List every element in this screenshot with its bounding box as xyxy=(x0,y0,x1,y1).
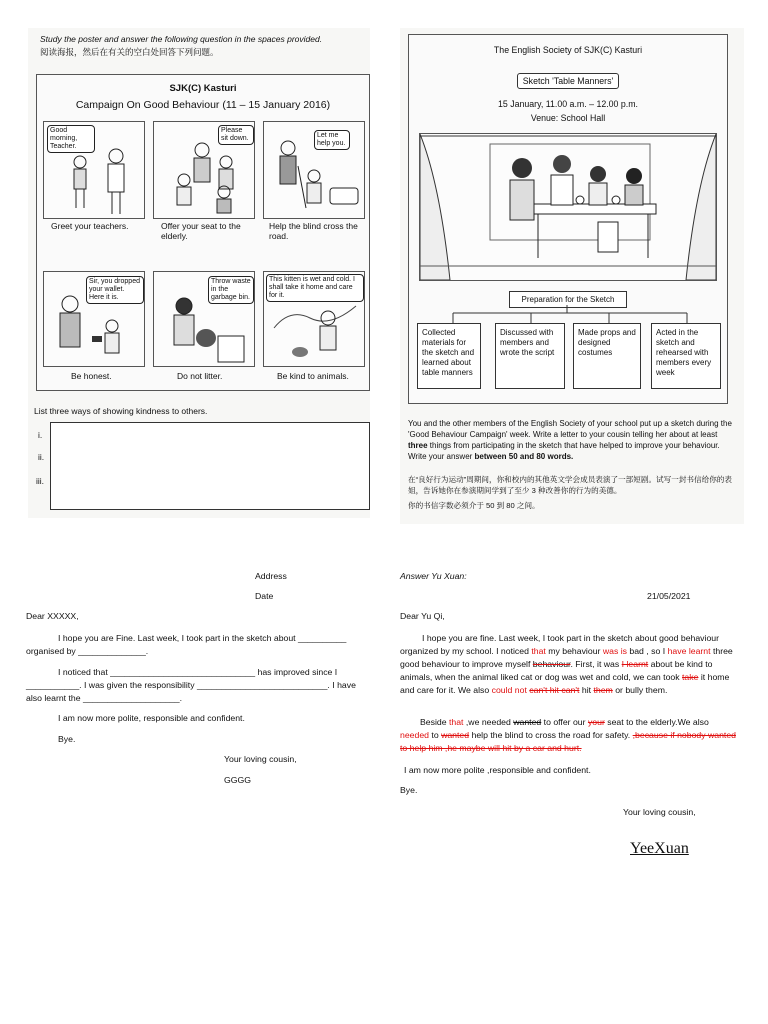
right-poster xyxy=(400,28,744,524)
instruction-zh: 阅读海报，然后在有关的空白处回答下列问题。 xyxy=(40,47,219,57)
stage-illustration xyxy=(419,133,717,281)
prep-step-4: Acted in the sketch and rehearsed with members every week xyxy=(651,323,721,389)
panel-do-not-litter xyxy=(153,271,255,367)
text-segment: ,we needed xyxy=(463,717,514,727)
correction-strike: wanted xyxy=(441,730,470,740)
sketch-title: Sketch 'Table Manners' xyxy=(517,73,619,89)
text-segment: or bully them. xyxy=(612,685,668,695)
answer-greeting: Dear Yu Qi, xyxy=(400,611,445,621)
student-teacher-illustration xyxy=(66,148,140,216)
letter-date: Date xyxy=(255,591,274,601)
panel-bubble: Sir, you dropped your wallet. Here it is. xyxy=(86,276,144,304)
panel-offer-seat xyxy=(153,121,255,219)
wallet-illustration xyxy=(48,292,138,364)
society-title: The English Society of SJK(C) Kasturi xyxy=(493,45,643,55)
connector-lines xyxy=(409,305,727,325)
letter-closing: Your loving cousin, xyxy=(224,754,297,764)
correction-strike: your xyxy=(587,717,605,727)
elderly-seat-illustration xyxy=(162,140,248,214)
prep-step-1: Collected materials for the sketch and learned about table manners xyxy=(417,323,481,389)
text-segment: three good behaviour to improve myself xyxy=(400,646,733,669)
letter-paragraph-1: I hope you are Fine. Last week, I took part in the sketch about __________ organised by ______________. xyxy=(26,633,347,656)
text-segment: to offer our xyxy=(541,717,588,727)
answer-bye: Bye. xyxy=(400,785,418,795)
correction-strike: can't hit can't xyxy=(529,685,580,695)
template-letter xyxy=(26,566,372,806)
correction-strike: take xyxy=(682,672,699,682)
panel-help-blind xyxy=(263,121,365,219)
letter-greeting: Dear XXXXX, xyxy=(26,611,79,621)
instruction-en: Study the poster and answer the following question in the spaces provided. xyxy=(40,34,323,44)
dining-table-illustration xyxy=(420,134,716,280)
letter-signature: GGGG xyxy=(224,775,252,785)
prep-title: Preparation for the Sketch xyxy=(509,291,627,308)
panel-be-honest xyxy=(43,271,145,367)
panel-caption: Offer your seat to the elderly. xyxy=(161,221,241,241)
task-text-zh: 在“良好行为运动”周期间，你和校内的其他英文学会成员表演了一部短剧。试写一封书信给你的表姐，告诉她你在参演期间学到了至少 3 种改善你的行为的美德。 xyxy=(408,475,732,495)
task-text-en xyxy=(408,418,738,462)
text-segment: seat to the elderly.We also xyxy=(604,717,709,727)
letter-paragraph-2: I noticed that ______________________________ has improved since I ___________. I was given the responsibility ___________________________. I have also learnt the ____________________. xyxy=(26,667,356,703)
panel-kind-to-animals xyxy=(263,271,365,367)
correction-insert: have learnt xyxy=(667,646,711,656)
kitten-illustration xyxy=(270,298,360,364)
correction-mark xyxy=(603,646,627,656)
answer-box[interactable] xyxy=(50,422,370,510)
poster-frame xyxy=(36,74,370,391)
panel-bubble: This kitten is wet and cold. I shall take it home and care for it. xyxy=(266,274,364,302)
prep-step-2: Discussed with members and wrote the script xyxy=(495,323,565,389)
correction-text: was is xyxy=(602,646,627,656)
answer-letter xyxy=(400,566,740,866)
garbage-bin-illustration xyxy=(162,294,248,364)
answer-signature: YeeXuan xyxy=(630,840,689,857)
task-word-range: between 50 and 80 words. xyxy=(474,452,574,461)
sketch-venue: Venue: School Hall xyxy=(530,113,606,123)
panel-caption: Help the blind cross the road. xyxy=(269,221,358,241)
poster-campaign-title: Campaign On Good Behaviour (11 – 15 January 2016) xyxy=(75,99,331,111)
prep-step-3: Made props and designed costumes xyxy=(573,323,641,389)
panel-bubble: Good morning, Teacher. xyxy=(47,125,95,153)
answer-paragraph-3: I am now more polite ,responsible and confident. xyxy=(404,765,591,775)
correction-insert: needed xyxy=(400,730,429,740)
panel-bubble: Let me help you. xyxy=(314,130,350,150)
panel-caption: Greet your teachers. xyxy=(51,221,129,231)
correction-strike: ,because if nobody wanted to help him ,he maybe will hit by a car and hurt. xyxy=(400,730,736,753)
text-segment: about be kind to animals, when the animal liked cat or dog was wet and cold, we can took xyxy=(400,659,713,682)
panel-caption: Be kind to animals. xyxy=(277,371,349,381)
panel-caption: Do not litter. xyxy=(177,371,223,381)
answer-label-iii: iii. xyxy=(36,476,45,486)
answer-closing: Your loving cousin, xyxy=(623,807,696,817)
panel-bubble: Please sit down. xyxy=(218,125,254,145)
correction-strike: them xyxy=(593,685,613,695)
correction-insert: could not xyxy=(491,685,527,695)
panel-bubble: Throw waste in the garbage bin. xyxy=(208,276,254,304)
letter-paragraph-3: I am now more polite, responsible and confident. xyxy=(58,713,245,723)
correction-insert: that xyxy=(531,646,546,656)
panel-greet-teachers xyxy=(43,121,145,219)
letter-address: Address xyxy=(255,571,287,581)
text-segment: it home and care for it. We also xyxy=(400,672,730,695)
answer-label-ii: ii. xyxy=(38,452,45,462)
task-part: You and the other members of the English Society of your school put up a sketch during the 'Good Behaviour Campaign' week. Write a letter to your cousin telling her about at least xyxy=(408,419,732,439)
right-poster-frame xyxy=(408,34,728,404)
sketch-time: 15 January, 11.00 a.m. – 12.00 p.m. xyxy=(497,99,639,109)
text-segment: Beside xyxy=(420,717,449,727)
task-part: things from participating in the sketch that have helped to improve your behaviour. xyxy=(427,441,720,450)
correction-insert: that xyxy=(448,717,464,727)
text-segment: to xyxy=(429,730,442,740)
task-bold-three: three xyxy=(408,441,428,450)
answer-paragraph-1 xyxy=(400,632,740,697)
answer-paragraph-2 xyxy=(400,716,740,755)
task-part: Write your answer xyxy=(408,452,475,461)
blind-crossing-illustration xyxy=(270,136,360,214)
kindness-question: List three ways of showing kindness to others. xyxy=(34,406,208,416)
poster-school: SJK(C) Kasturi xyxy=(169,83,237,94)
correction-strike: wanted xyxy=(513,717,542,727)
answer-header: Answer Yu Xuan: xyxy=(400,571,467,581)
answer-label-i: i. xyxy=(38,430,43,440)
panel-caption: Be honest. xyxy=(71,371,112,381)
task-text-zh-words: 你的书信字数必须介于 50 到 80 之间。 xyxy=(408,501,540,510)
text-segment: hit xyxy=(579,685,594,695)
text-segment: bad , so I xyxy=(626,646,668,656)
left-poster xyxy=(28,28,370,518)
correction-strike: behaviour xyxy=(532,659,571,669)
correction-strike: I learnt xyxy=(621,659,649,669)
text-segment: my behaviour xyxy=(545,646,603,656)
text-segment: . First, it was xyxy=(570,659,622,669)
letter-bye: Bye. xyxy=(58,734,76,744)
answer-date: 21/05/2021 xyxy=(647,591,691,601)
text-segment: I hope you are fine. Last week, I took part in the sketch about good behaviour organized by my school. I noticed xyxy=(400,633,720,656)
text-segment: help the blind to cross the road for safety. xyxy=(469,730,633,740)
